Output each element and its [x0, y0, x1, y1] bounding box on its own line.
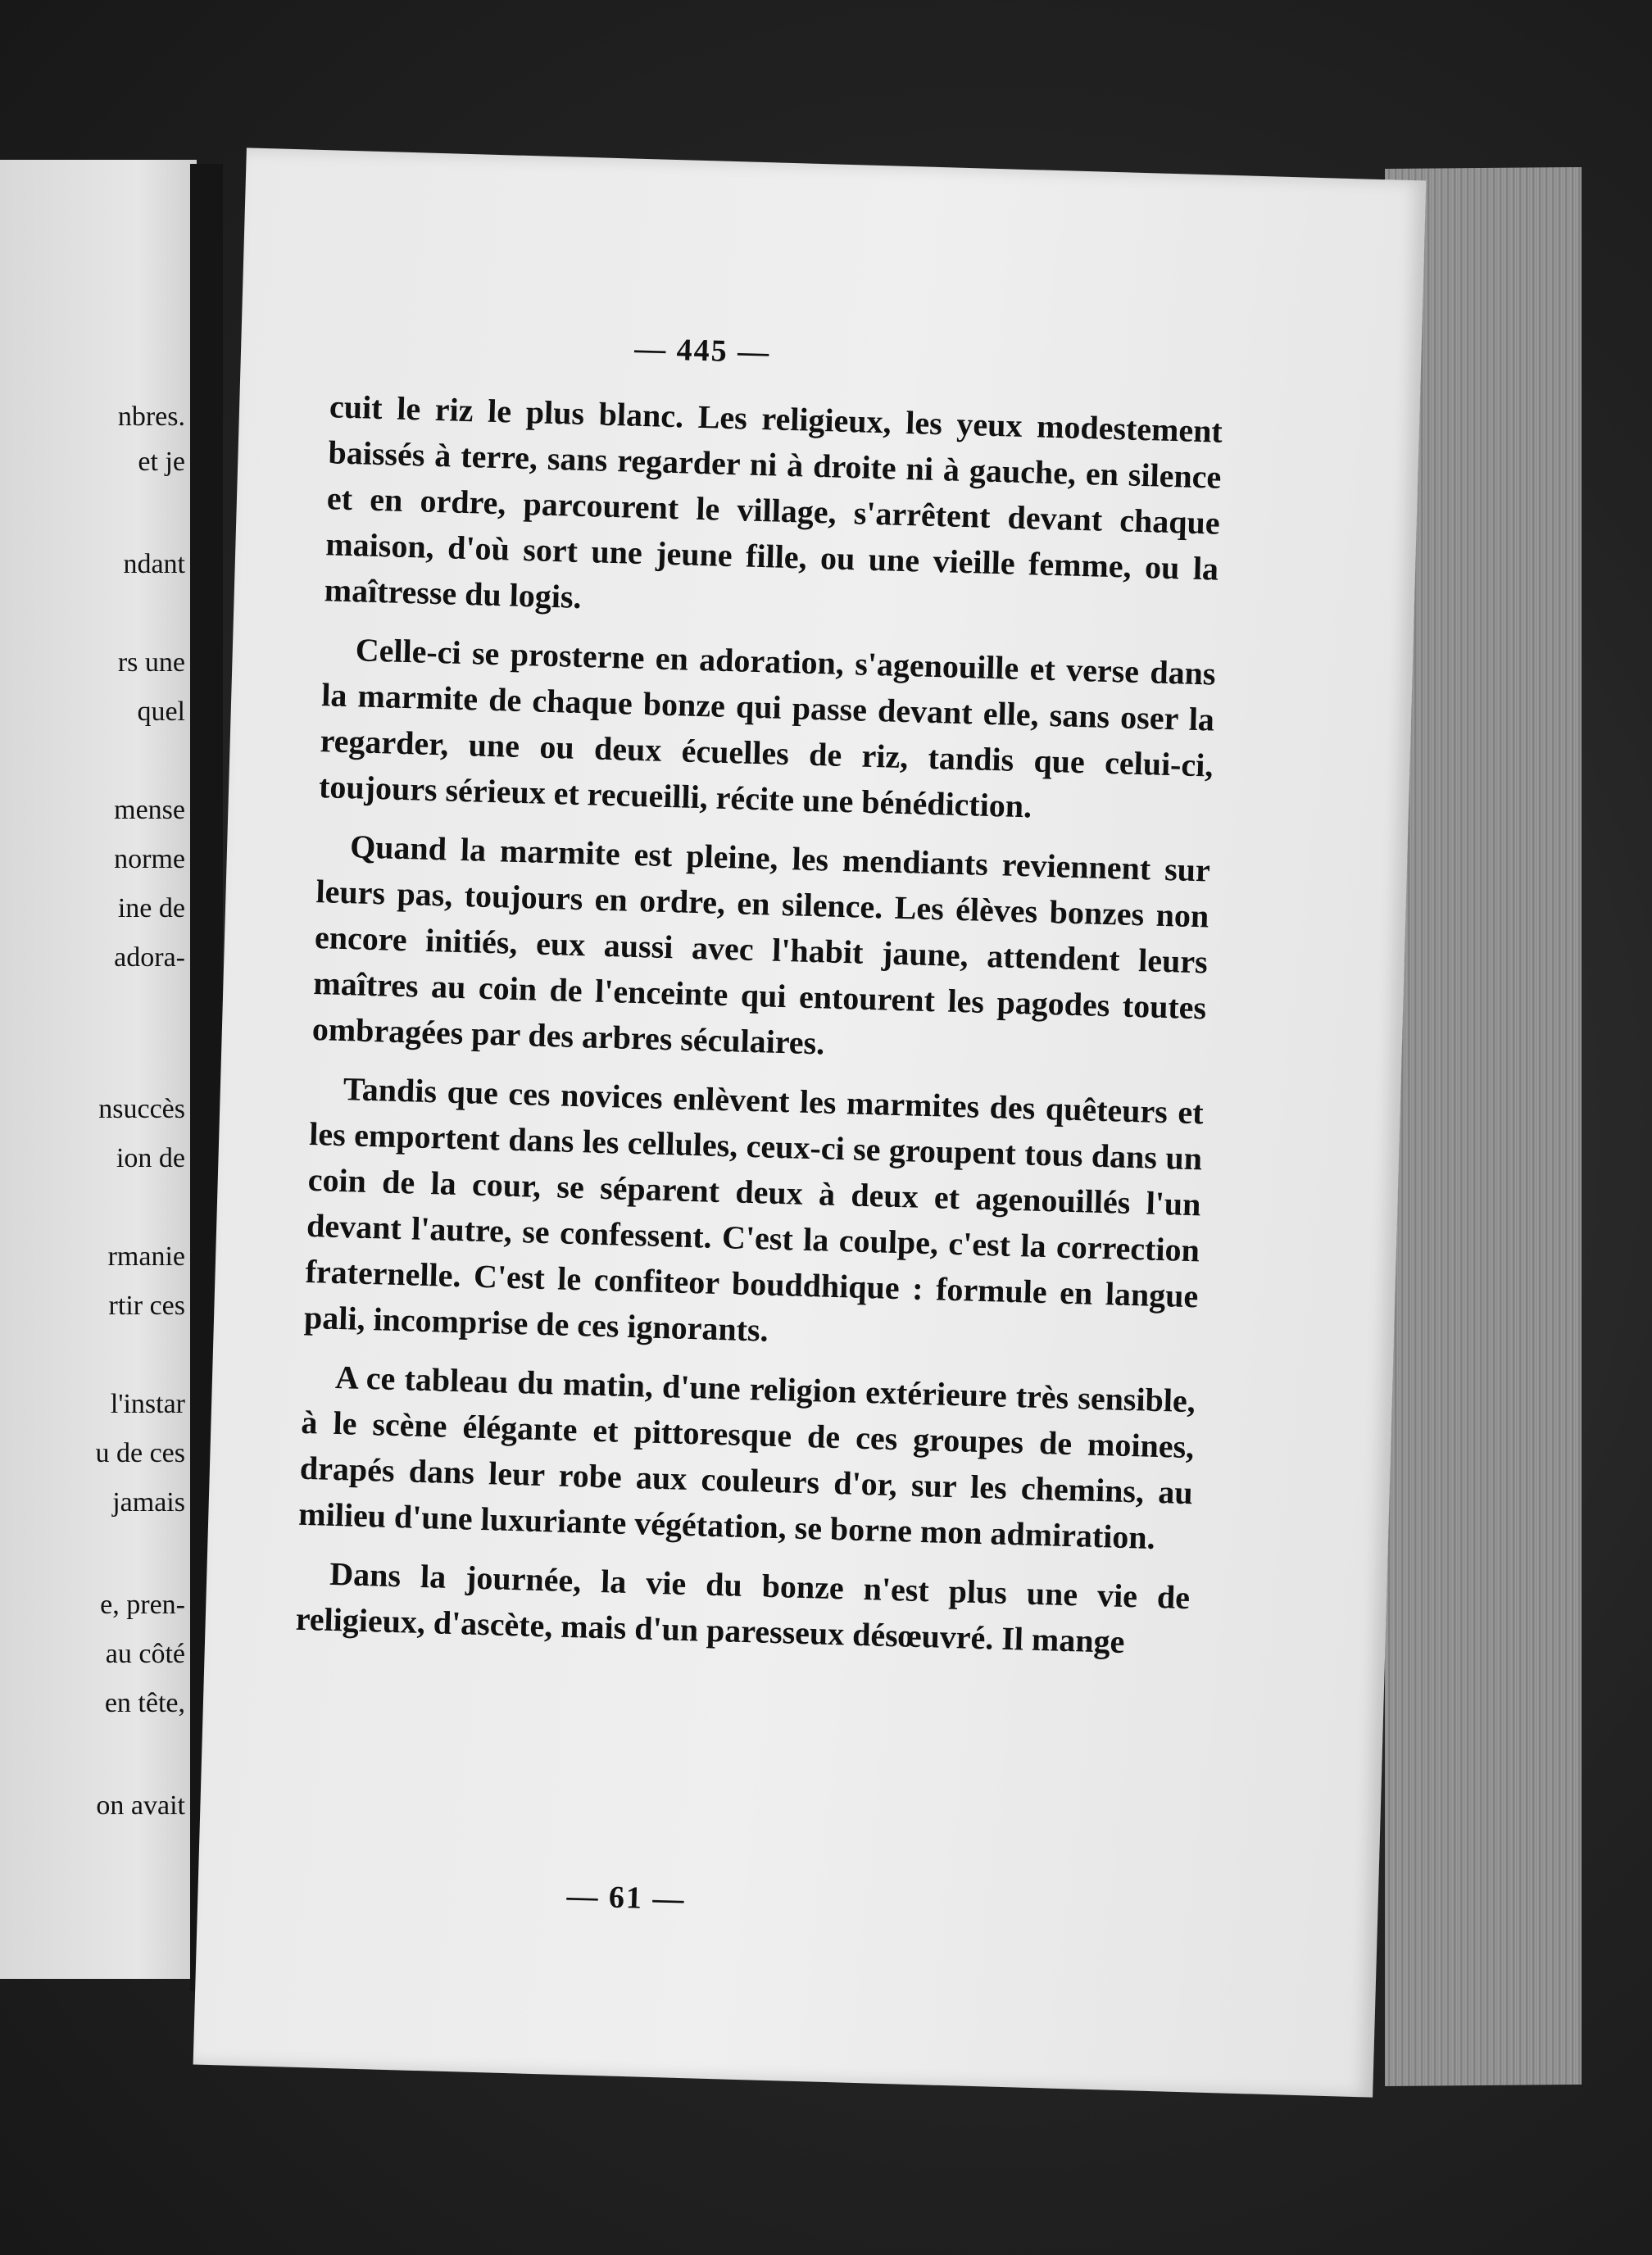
right-page — [193, 147, 1427, 2097]
left-page — [0, 160, 197, 1979]
left-page-line: en tête, — [104, 1688, 185, 1718]
left-page-line: ion de — [116, 1143, 185, 1173]
left-page-line: on avait — [96, 1790, 185, 1821]
left-page-line: mense — [114, 795, 185, 825]
paragraph: Tandis que ces novices enlèvent les marmites des quêteurs et les emportent dans les cellules, ceux-ci se groupent tous dans un coin de la cour, se séparent deux à deux et agenouillés l'un devant l'autre, se confessent. C'est la coulpe, c'est la correction fraternelle. C'est le confiteor bouddhique : formule en langue pali, incomprise de ces ignorants. — [303, 1070, 1205, 1349]
left-page-line: rs une — [117, 647, 185, 678]
left-page-line: rtir ces — [108, 1291, 185, 1321]
left-page-line: adora- — [114, 942, 185, 973]
left-page-line: norme — [114, 844, 185, 874]
left-page-line: l'instar — [110, 1389, 185, 1419]
left-page-line: nsuccès — [98, 1094, 185, 1124]
page-body — [295, 383, 1223, 1680]
left-page-line: et je — [138, 447, 185, 477]
left-page-line: u de ces — [95, 1438, 185, 1468]
left-page-line: ine de — [117, 893, 185, 923]
left-page-line: rmanie — [107, 1241, 185, 1272]
left-page-line: e, pren- — [100, 1590, 185, 1620]
page-number-top: — 445 — — [633, 331, 771, 370]
paragraph: Dans la journée, la vie du bonze n'est plus une vie de religieux, d'ascète, mais d'un paresseux désœuvré. Il mange — [295, 1554, 1191, 1660]
page-number-bottom: — 61 — — [565, 1879, 687, 1917]
paragraph: Celle-ci se prosterne en adoration, s'agenouille et verse dans la marmite de chaque bonze qui passe devant elle, sans oser la regarder, une ou deux écuelles de riz, tandis que celui-ci, toujours sérieux et recueilli, récite une bénédiction. — [318, 631, 1217, 825]
paragraph: A ce tableau du matin, d'une religion extérieure très sensible, à le scène élégante et pittoresque de ces groupes de moines, drapés dans leur robe aux couleurs d'or, sur les chemins, au milieu d'une luxuriante végétation, se borne mon admiration. — [297, 1358, 1196, 1556]
left-page-line: jamais — [112, 1487, 185, 1518]
left-page-line: quel — [137, 696, 185, 727]
left-page-line: nbres. — [117, 402, 185, 432]
left-page-line: ndant — [123, 549, 185, 579]
left-page-line: au côté — [105, 1639, 185, 1669]
paragraph: Quand la marmite est pleine, les mendiants reviennent sur leurs pas, toujours en ordre, en silence. Les élèves bonzes non encore initiés, eux aussi avec l'habit jaune, attendent leurs maîtres au coin de l'enceinte qui entourent les pagodes toutes ombragées par des arbres séculaires. — [311, 828, 1211, 1062]
paragraph: cuit le riz le plus blanc. Les religieux, les yeux modestement baissés à terre, sans regarder ni à droite ni à gauche, en silence et en ordre, parcourent le village, s'arrêtent devant chaque maison, d'où sort une jeune fille, ou une vieille femme, ou la maîtresse du logis. — [324, 388, 1223, 615]
